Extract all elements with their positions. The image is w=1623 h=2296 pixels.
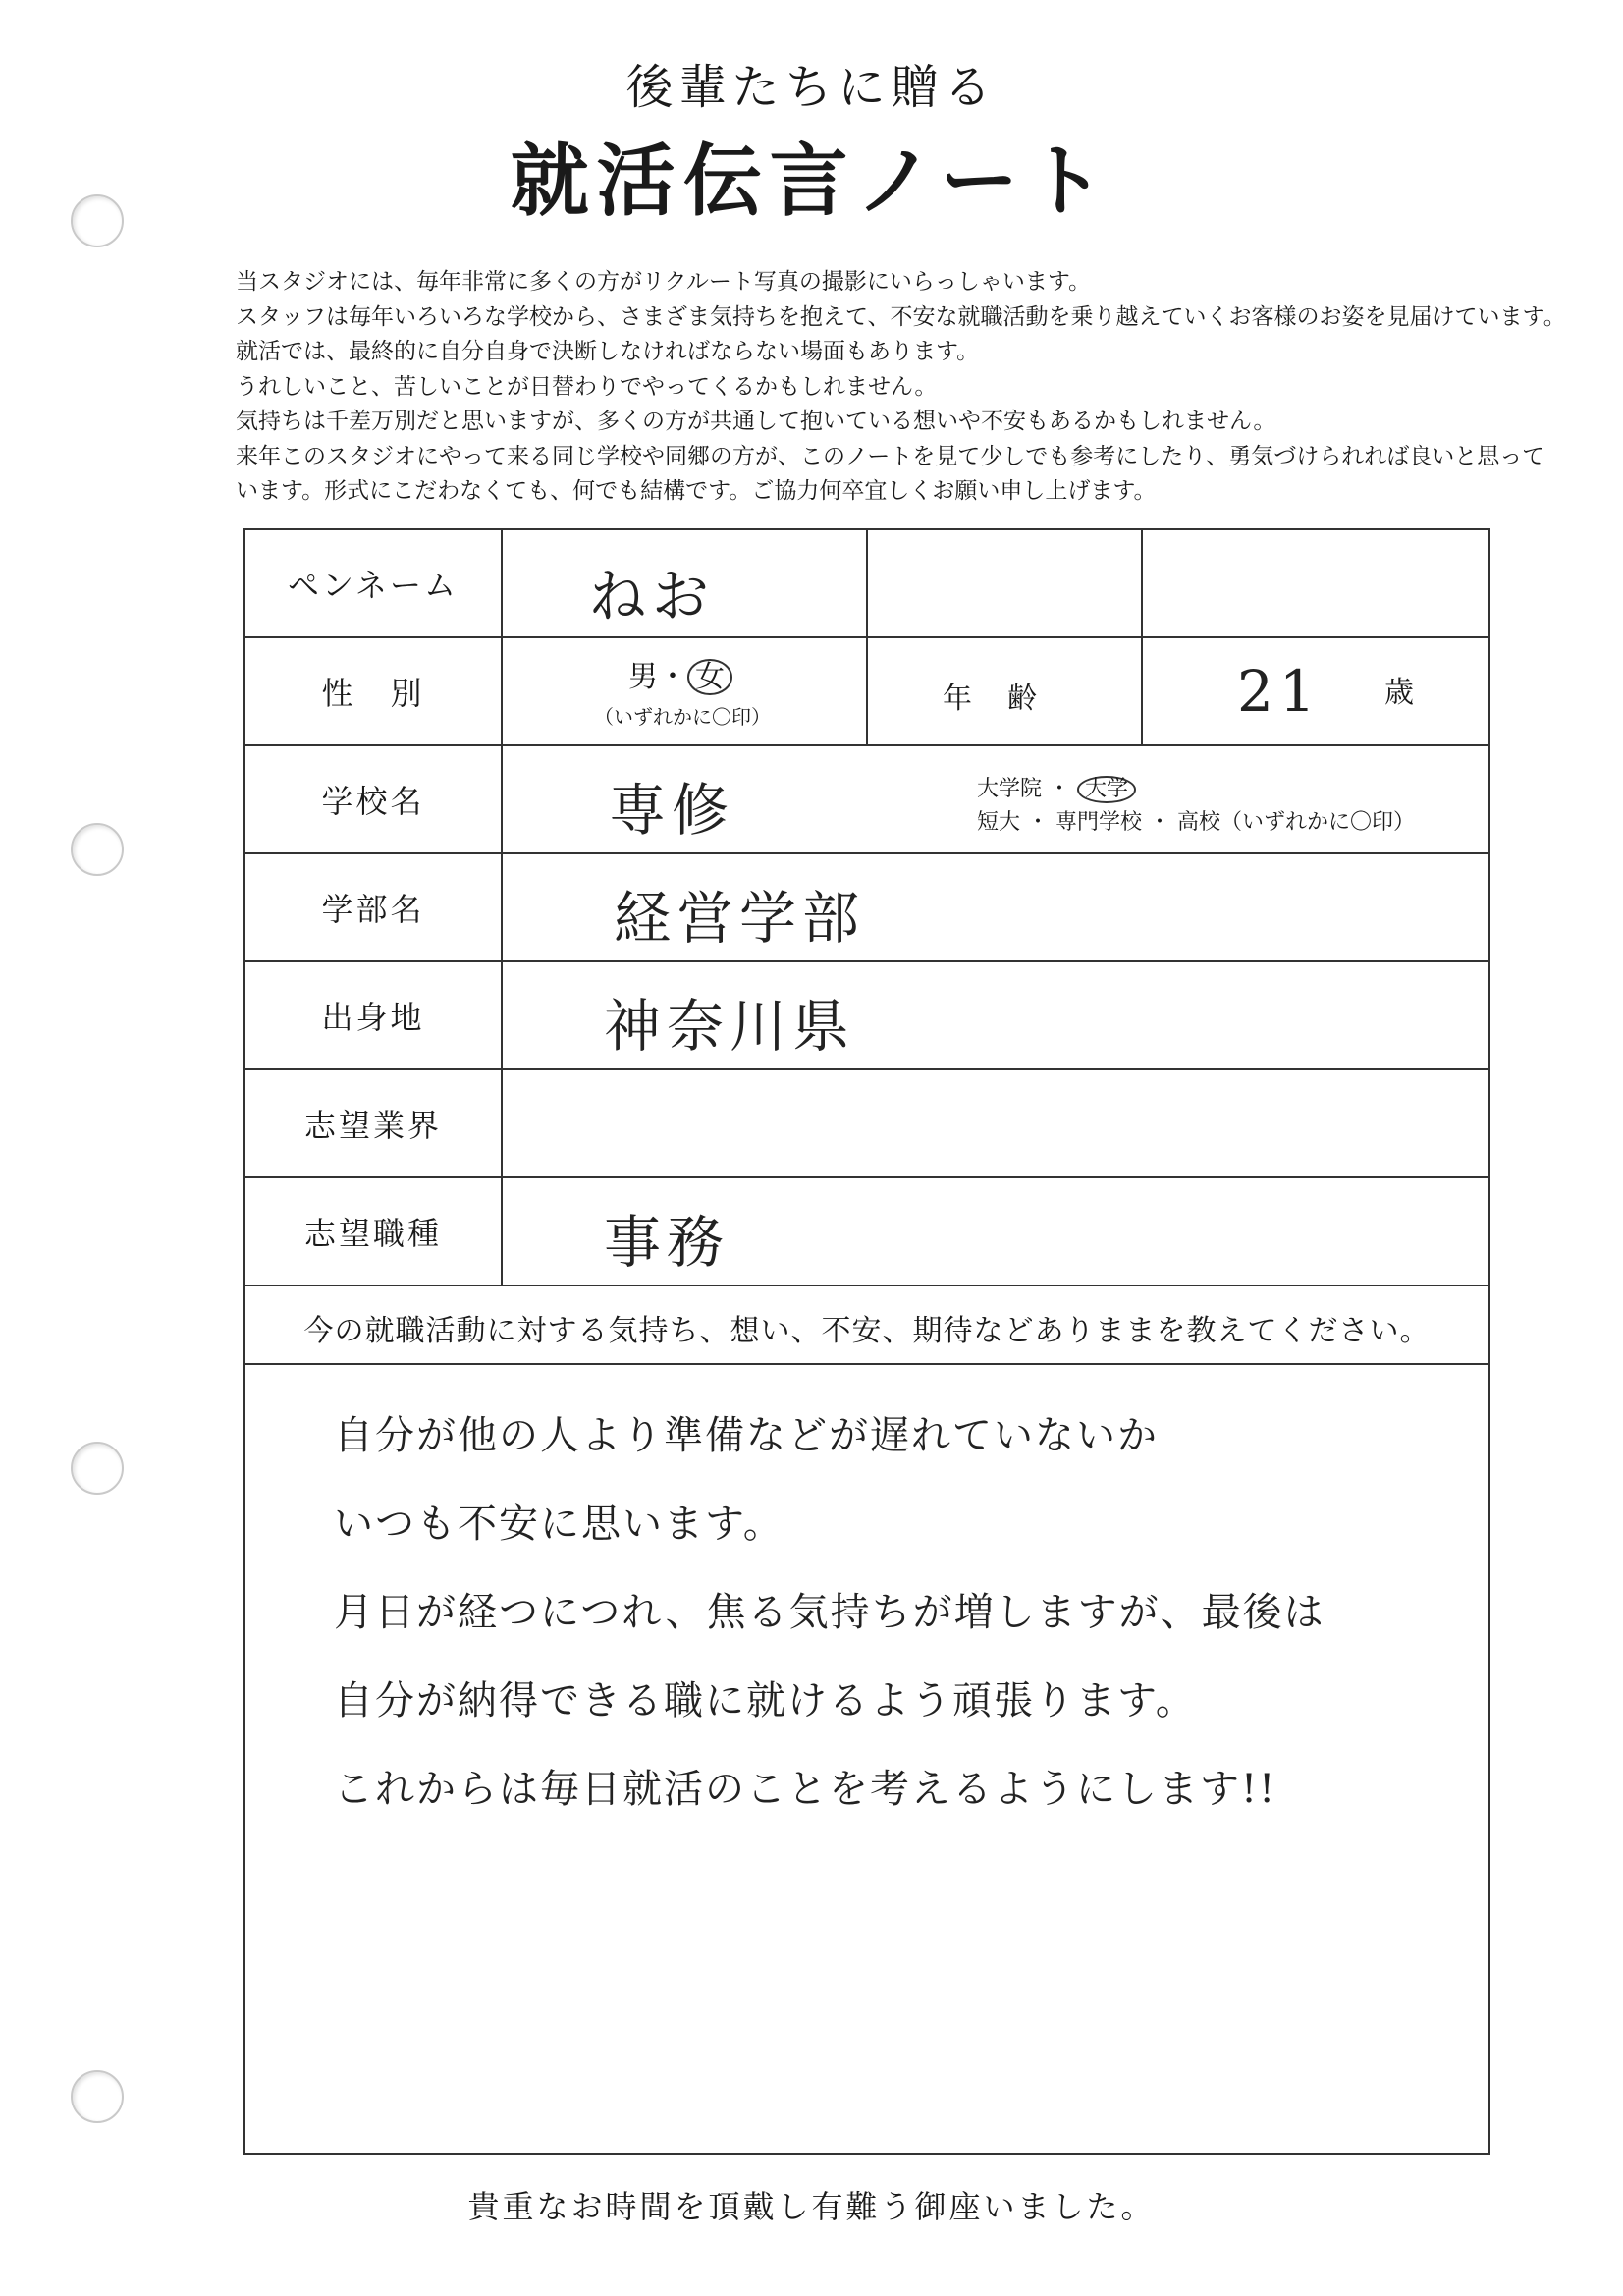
answer-line: いつも不安に思います。	[334, 1502, 784, 1547]
intro-line: います。形式にこだわなくても、何でも結構です。ご協力何卒宜しくお願い申し上げます。	[236, 478, 1157, 504]
message-form	[243, 528, 1490, 2155]
answer-line: 月日が経つにつれ、焦る気持ちが増しますが、最後は	[334, 1590, 1325, 1635]
age-value[interactable]: 21	[1237, 658, 1322, 725]
age-label: 年 齢	[943, 682, 1040, 716]
intro-line: 来年このスタジオにやって来る同じ学校や同郷の方が、このノートを見て少しでも参考にしたり、勇気づけられれば良いと思って	[236, 443, 1545, 469]
footer-thanks: 貴重なお時間を頂戴し有難う御座いました。	[467, 2188, 1156, 2225]
answer-area[interactable]	[245, 1365, 1488, 2151]
row-pen-name	[245, 530, 1488, 638]
intro-line: 就活では、最終的に自分自身で決断しなければならない場面もあります。	[236, 339, 980, 364]
school-label: 学校名	[245, 746, 503, 852]
hometown-value[interactable]: 神奈川県	[604, 993, 856, 1060]
job-value[interactable]: 事務	[604, 1209, 730, 1276]
page-subtitle: 後輩たちに贈る	[625, 60, 998, 115]
intro-line: スタッフは毎年いろいろな学校から、さまざま気持ちを抱えて、不安な就職活動を乗り越えていくお客様のお姿を見届けています。	[236, 303, 1566, 330]
answer-line: 自分が他の人より準備などが遅れていないか	[334, 1413, 1159, 1458]
pen-name-label: ペンネーム	[245, 530, 503, 636]
binder-hole	[71, 823, 124, 876]
answer-line: 自分が納得できる職に就けるよう頑張ります。	[334, 1678, 1197, 1723]
row-hometown	[245, 962, 1488, 1070]
job-label: 志望職種	[245, 1178, 503, 1285]
gender-option-male[interactable]: 男	[628, 660, 658, 694]
divider	[1141, 638, 1143, 744]
school-type-separator: ・	[1049, 777, 1071, 801]
row-school	[245, 746, 1488, 854]
divider	[1141, 530, 1143, 636]
faculty-value[interactable]: 経営学部	[614, 885, 866, 952]
binder-hole	[71, 1442, 124, 1495]
row-gender-age	[245, 638, 1488, 746]
row-industry	[245, 1070, 1488, 1178]
pen-name-value[interactable]: ねお	[589, 563, 716, 629]
gender-option-female[interactable]: 女	[687, 659, 732, 695]
divider	[866, 530, 868, 636]
intro-line: 気持ちは千差万別だと思いますが、多くの方が共通して抱いている想いや不安もあるかもしれません。	[236, 409, 1276, 434]
intro-line: 当スタジオには、毎年非常に多くの方がリクルート写真の撮影にいらっしゃいます。	[236, 269, 1092, 295]
intro-text	[236, 265, 1571, 510]
divider	[866, 638, 868, 744]
intro-line: うれしいこと、苦しいことが日替わりでやってくるかもしれません。	[236, 373, 938, 400]
gender-options	[628, 652, 732, 695]
gender-separator: ・	[658, 660, 687, 694]
school-type-line2: 短大 ・ 専門学校 ・ 高校（いずれかに〇印）	[977, 810, 1415, 835]
answer-line: これからは毎日就活のことを考えるようにします!!	[334, 1767, 1277, 1812]
binder-hole	[71, 2070, 124, 2123]
gender-label: 性 別	[245, 638, 503, 744]
question-text: 今の就職活動に対する気持ち、想い、不安、期待などありままを教えてください。	[303, 1314, 1431, 1348]
age-unit: 歳	[1384, 676, 1414, 710]
school-type-graduate[interactable]: 大学院	[977, 777, 1043, 801]
faculty-label: 学部名	[245, 854, 503, 960]
row-job	[245, 1178, 1488, 1286]
school-type-line1	[977, 772, 1136, 803]
row-faculty	[245, 854, 1488, 962]
school-value[interactable]: 専修	[609, 777, 735, 844]
row-question	[245, 1286, 1488, 1365]
school-type-university[interactable]: 大学	[1077, 776, 1136, 803]
gender-note: （いずれかに〇印）	[594, 705, 771, 729]
page-title: 就活伝言ノート	[510, 136, 1113, 227]
hometown-label: 出身地	[245, 962, 503, 1068]
industry-label: 志望業界	[245, 1070, 503, 1176]
